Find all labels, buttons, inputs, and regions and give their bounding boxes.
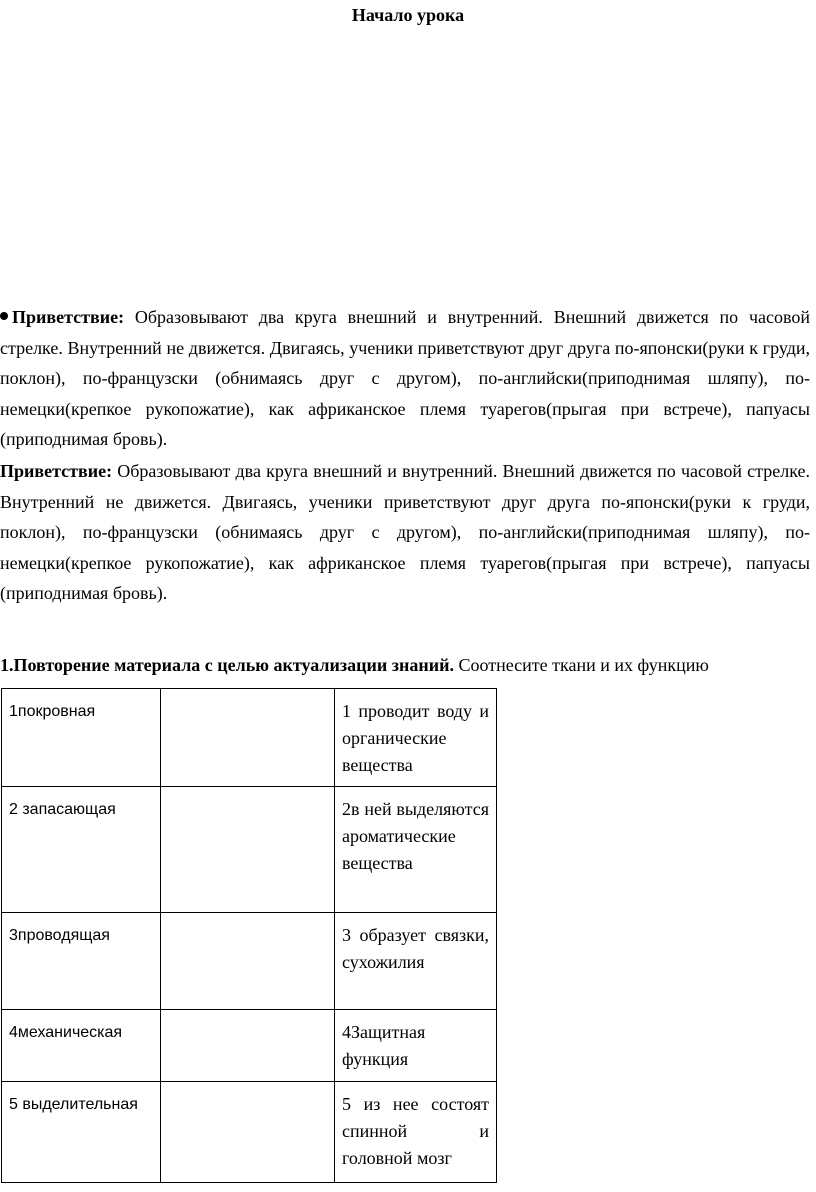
section-title: 1.Повторение материала с целью актуализации знаний. (0, 655, 454, 675)
tissue-cell: 4механическая (2, 1010, 161, 1082)
greeting-label: Приветствие: (12, 307, 125, 327)
tissue-cell: 5 выделительная (2, 1082, 161, 1183)
greeting-label: Приветствие: (0, 461, 113, 481)
greeting-text: Образовывают два круга внешний и внутренний. Внешний движется по часовой стрелке. Внутренний не движется. Двигаясь, ученики приветствуют друг друга по-японски(руки к груди, поклон), по-французски (обнимаясь друг с другом), по-английски(приподнимая шляпу), по-немецки(крепкое рукопожатие), как африканское племя туарегов(прыгая при встрече), папуасы (приподнимая бровь). (0, 461, 811, 603)
tissue-matching-table (1, 688, 497, 1183)
section-heading (0, 652, 709, 678)
bullet-icon (0, 312, 8, 320)
empty-cell (161, 913, 335, 1010)
table-row (2, 913, 497, 1010)
table-row (2, 787, 497, 913)
function-cell: 2в ней выделяются ароматические вещества (335, 787, 497, 913)
table-row (2, 1082, 497, 1183)
function-cell: 3 образует связки, сухожилия (335, 913, 497, 1010)
empty-cell (161, 1082, 335, 1183)
function-cell: 1 проводит воду и органические вещества (335, 689, 497, 787)
empty-cell (161, 689, 335, 787)
function-cell: 4Защитная функция (335, 1010, 497, 1082)
section-task: Соотнесите ткани и их функцию (458, 655, 709, 675)
greeting-paragraph (0, 302, 810, 455)
tissue-cell: 3проводящая (2, 913, 161, 1010)
greeting-paragraph-repeat (0, 456, 810, 609)
table-row (2, 1010, 497, 1082)
page-title: Начало урока (351, 5, 465, 25)
tissue-cell: 2 запасающая (2, 787, 161, 913)
greeting-text: Образовывают два круга внешний и внутренний. Внешний движется по часовой стрелке. Внутренний не движется. Двигаясь, ученики приветствуют друг друга по-японски(руки к груди, поклон), по-французски (обнимаясь друг с другом), по-английски(приподнимая шляпу), по-немецки(крепкое рукопожатие), как африканское племя туарегов(прыгая при встрече), папуасы (приподнимая бровь). (0, 307, 810, 449)
table-row (2, 689, 497, 787)
empty-cell (161, 787, 335, 913)
tissue-cell: 1покровная (2, 689, 161, 787)
empty-cell (161, 1010, 335, 1082)
function-cell: 5 из нее состоят спинной и головной мозг (335, 1082, 497, 1183)
